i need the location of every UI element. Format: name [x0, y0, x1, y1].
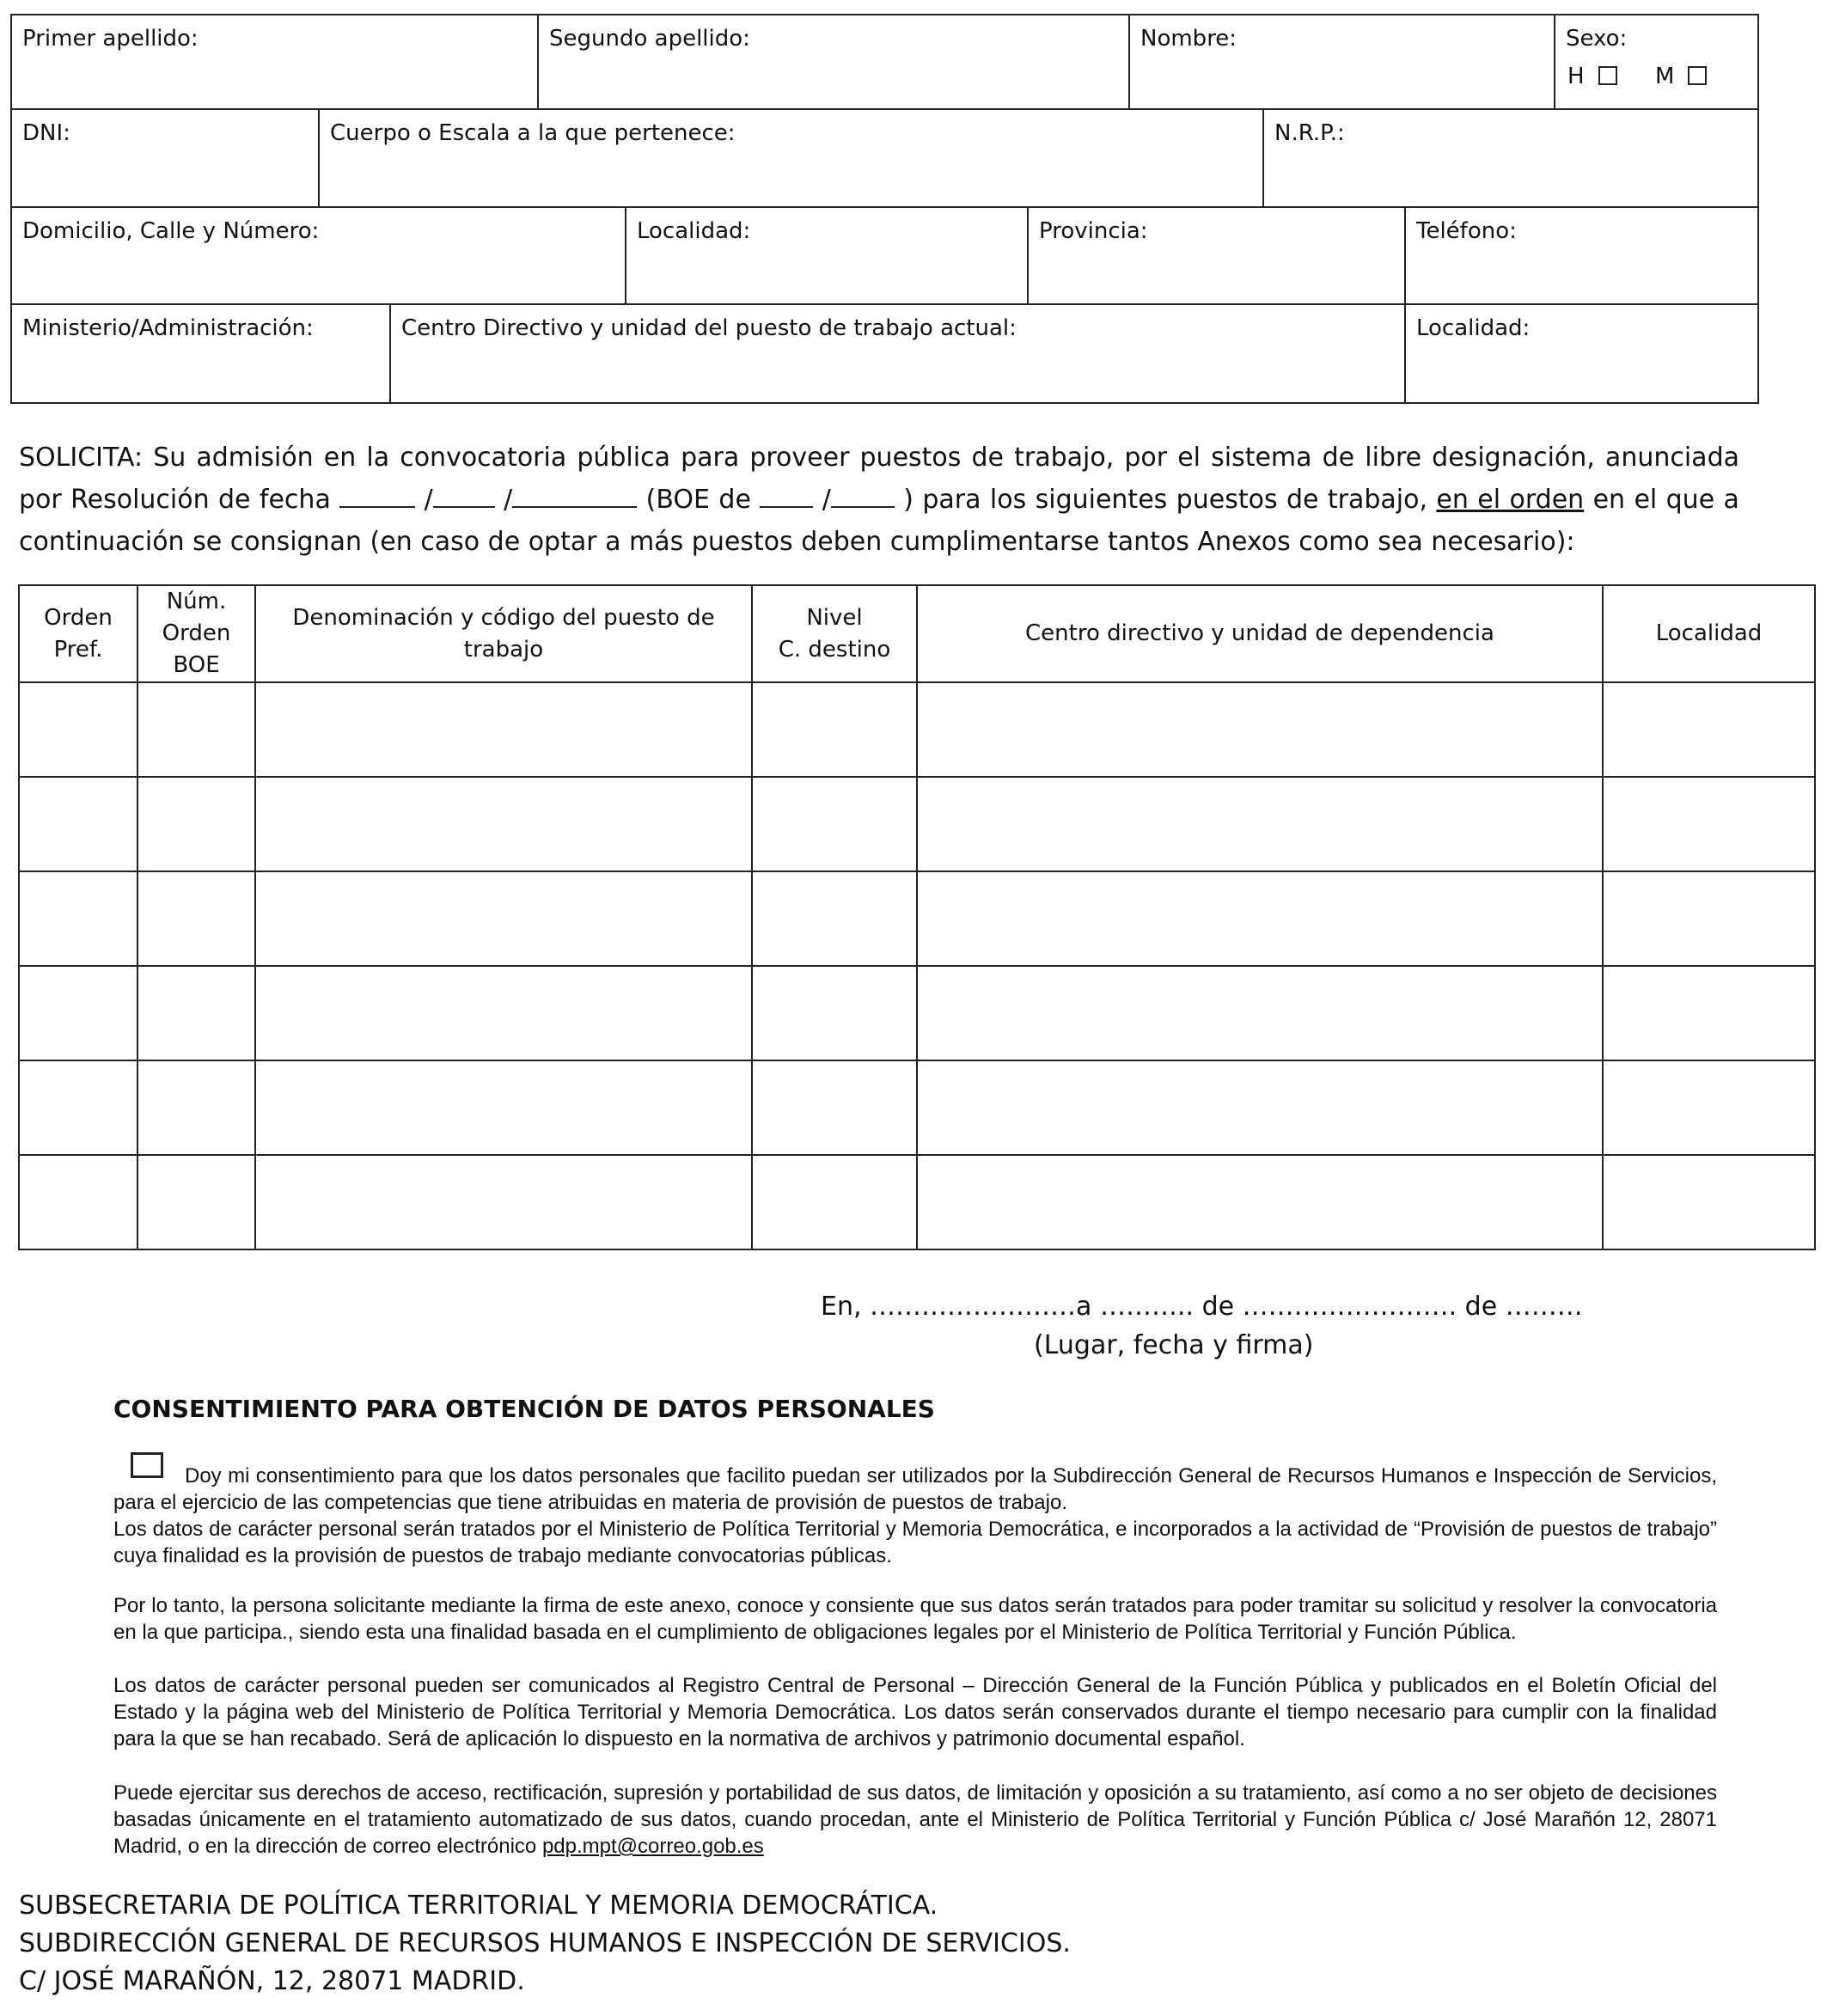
field-label: Nombre:: [1140, 26, 1237, 52]
table-cell[interactable]: [19, 777, 137, 871]
date-separator: /: [822, 485, 831, 515]
table-cell[interactable]: [917, 1155, 1603, 1249]
table-cell[interactable]: [255, 777, 752, 871]
fecha-anio-blank[interactable]: [512, 484, 637, 508]
nombre-field[interactable]: [1128, 14, 1554, 108]
field-label: Primer apellido:: [22, 26, 199, 52]
sexo-h-label: H: [1567, 64, 1585, 89]
centro-directivo-field[interactable]: [389, 303, 1404, 402]
fecha-dia-blank[interactable]: [339, 484, 415, 508]
table-cell[interactable]: [137, 682, 255, 777]
localidad-field[interactable]: [625, 206, 1027, 303]
solicita-paragraph: [19, 437, 1739, 563]
header-line: Localidad: [1655, 620, 1763, 646]
header-num-orden-boe: [137, 585, 255, 682]
consent-paragraph-4: Los datos de carácter personal pueden ser comunicados al Registro Central de Personal – Dirección General de la Función Pública y publicados en el Boletín Oficial del Estado y la página web del Ministerio de Política Territorial y Memoria Democrática. Los datos serán conservados durante el tiempo necesario para cumplir con la finalidad para la que se han recabado. Será de aplicación lo dispuesto en la normativa de archivos y patrimonio documental español.: [113, 1674, 1717, 1750]
consent-paragraph-5: [113, 1780, 1717, 1860]
puestos-table: [18, 584, 1816, 1250]
localidad-actual-field[interactable]: [1404, 303, 1757, 402]
firma-line: En, ……………………a ……….. de ……………………. de ………: [821, 1292, 1583, 1322]
boe-open-text: (BOE de: [645, 485, 751, 515]
cuerpo-escala-field[interactable]: [318, 108, 1262, 206]
field-label: Segundo apellido:: [549, 26, 750, 52]
table-row: [19, 682, 1815, 777]
table-cell[interactable]: [752, 871, 917, 966]
consent-rights-text: Puede ejercitar sus derechos de acceso, rectificación, supresión y portabilidad de sus datos, de limitación y oposición a su tratamiento, así como a no ser objeto de decisiones basadas únicamente en el tratamiento automatizado de sus datos, cuando procedan, ante el Ministerio de Política Territorial y Función Pública c/ José Marañón 12, 28071 Madrid, o en la dirección de correo electrónico: [113, 1781, 1717, 1858]
solicita-text-3: en el que a continuación se consignan (en caso de optar a más puestos deben cumplimentarse tantos Anexos como sea necesario):: [19, 485, 1739, 557]
table-cell[interactable]: [137, 871, 255, 966]
field-label: Domicilio, Calle y Número:: [22, 218, 320, 244]
table-cell[interactable]: [19, 966, 137, 1060]
field-label: N.R.P.:: [1274, 120, 1345, 146]
table-cell[interactable]: [752, 1155, 917, 1249]
date-separator: /: [424, 485, 433, 515]
consent-paragraph-2: Los datos de carácter personal serán tratados por el Ministerio de Política Territorial y Memoria Democrática, e incorporados a la actividad de “Provisión de puestos de trabajo” cuya finalidad es la provisión de puestos de trabajo mediante convocatorias públicas.: [113, 1518, 1717, 1567]
table-row: [19, 1060, 1815, 1155]
boe-fecha-blank[interactable]: [831, 484, 895, 508]
field-label: Localidad:: [637, 218, 751, 244]
header-line: Denominación y código del puesto de: [292, 604, 715, 631]
date-separator: /: [504, 485, 513, 515]
sexo-m-label: M: [1655, 64, 1675, 89]
table-cell[interactable]: [917, 1060, 1603, 1155]
table-cell[interactable]: [255, 871, 752, 966]
table-cell[interactable]: [752, 682, 917, 777]
header-nivel: [752, 585, 917, 682]
table-cell[interactable]: [137, 777, 255, 871]
sexo-m-option[interactable]: [1655, 64, 1707, 89]
table-cell[interactable]: [1603, 777, 1815, 871]
header-line: Orden: [162, 620, 231, 646]
table-cell[interactable]: [917, 966, 1603, 1060]
table-cell[interactable]: [255, 1155, 752, 1249]
table-cell[interactable]: [137, 966, 255, 1060]
header-localidad: [1603, 585, 1815, 682]
field-label: Provincia:: [1039, 218, 1148, 244]
table-cell[interactable]: [917, 777, 1603, 871]
field-label: Localidad:: [1416, 315, 1531, 341]
sexo-m-checkbox[interactable]: [1688, 66, 1707, 85]
table-cell[interactable]: [19, 1060, 137, 1155]
header-orden-pref: [19, 585, 137, 682]
table-header-row: [19, 585, 1815, 682]
sexo-h-checkbox[interactable]: [1598, 66, 1617, 85]
footer-line-1: SUBSECRETARIA DE POLÍTICA TERRITORIAL Y MEMORIA DEMOCRÁTICA.: [19, 1891, 938, 1921]
header-line: Nivel: [806, 604, 863, 631]
solicita-text-1: SOLICITA: Su admisión en la convocatoria pública para proveer puestos de trabajo, por el sistema de libre designación, anunciada por Resolución de fecha: [19, 443, 1739, 515]
header-line: Centro directivo y unidad de dependencia: [1025, 620, 1494, 646]
table-row: [19, 966, 1815, 1060]
table-cell[interactable]: [137, 1060, 255, 1155]
table-cell[interactable]: [752, 1060, 917, 1155]
segundo-apellido-field[interactable]: [537, 14, 1128, 108]
dni-field[interactable]: [10, 108, 318, 206]
table-cell[interactable]: [1603, 682, 1815, 777]
nrp-field[interactable]: [1262, 108, 1757, 206]
table-cell[interactable]: [1603, 1155, 1815, 1249]
footer-line-2: SUBDIRECCIÓN GENERAL DE RECURSOS HUMANOS E INSPECCIÓN DE SERVICIOS.: [19, 1928, 1071, 1958]
sexo-field: [1554, 14, 1757, 108]
table-cell[interactable]: [752, 777, 917, 871]
header-line: trabajo: [463, 636, 544, 663]
table-cell[interactable]: [19, 1155, 137, 1249]
firma-caption: (Lugar, fecha y firma): [1034, 1330, 1314, 1360]
table-cell[interactable]: [1603, 966, 1815, 1060]
header-line: Pref.: [53, 636, 103, 663]
header-line: Núm.: [166, 589, 227, 614]
consent-paragraph-3: Por lo tanto, la persona solicitante mediante la firma de este anexo, conoce y consiente que sus datos serán tratados para poder tramitar su solicitud y resolver la convocatoria en la que participa., siendo esta una finalidad basada en el cumplimiento de obligaciones legales por el Ministerio de Política Territorial y Función Pública.: [113, 1594, 1717, 1644]
header-line: BOE: [173, 652, 220, 678]
field-label: Teléfono:: [1416, 218, 1517, 244]
header-centro-directivo: [917, 585, 1603, 682]
solicita-text-2: ) para los siguientes puestos de trabajo,: [903, 485, 1428, 515]
table-row: [19, 777, 1815, 871]
table-row: [19, 1155, 1815, 1249]
field-label: Cuerpo o Escala a la que pertenece:: [330, 120, 736, 146]
sexo-h-option[interactable]: [1567, 64, 1617, 89]
table-cell[interactable]: [917, 871, 1603, 966]
consent-title: CONSENTIMIENTO PARA OBTENCIÓN DE DATOS PERSONALES: [113, 1395, 935, 1423]
header-line: C. destino: [778, 636, 891, 663]
primer-apellido-field[interactable]: [10, 14, 537, 108]
fecha-mes-blank[interactable]: [433, 484, 495, 508]
table-cell[interactable]: [255, 966, 752, 1060]
consent-paragraph-1: Doy mi consentimiento para que los datos personales que facilito puedan ser utilizados por la Subdirección General de Recursos Humanos e Inspección de Servicios, para el ejercicio de las competencias que tiene atribuidas en materia de provisión de puestos de trabajo.: [113, 1464, 1717, 1514]
field-label: DNI:: [22, 120, 70, 146]
solicita-underlined: en el orden: [1436, 485, 1585, 515]
table-row: [19, 871, 1815, 966]
grid-line: [10, 402, 1759, 404]
footer-line-3: C/ JOSÉ MARAÑÓN, 12, 28071 MADRID.: [19, 1966, 525, 1996]
table-cell[interactable]: [1603, 1060, 1815, 1155]
email-link[interactable]: pdp.mpt@correo.gob.es: [541, 1835, 764, 1858]
table-cell[interactable]: [255, 1060, 752, 1155]
provincia-field[interactable]: [1027, 206, 1404, 303]
boe-numero-blank[interactable]: [760, 484, 813, 508]
field-label: Ministerio/Administración:: [22, 315, 314, 341]
telefono-field[interactable]: [1404, 206, 1757, 303]
table-cell[interactable]: [19, 682, 137, 777]
field-label: Sexo:: [1566, 26, 1628, 52]
table-cell[interactable]: [255, 682, 752, 777]
domicilio-field[interactable]: [10, 206, 625, 303]
table-cell[interactable]: [1603, 871, 1815, 966]
header-denominacion: [255, 585, 752, 682]
header-line: Orden: [44, 604, 113, 631]
grid-line: [1757, 14, 1759, 404]
table-cell[interactable]: [137, 1155, 255, 1249]
table-cell[interactable]: [917, 682, 1603, 777]
table-cell[interactable]: [752, 966, 917, 1060]
field-label: Centro Directivo y unidad del puesto de trabajo actual:: [401, 315, 1017, 341]
ministerio-field[interactable]: [10, 303, 389, 402]
table-cell[interactable]: [19, 871, 137, 966]
